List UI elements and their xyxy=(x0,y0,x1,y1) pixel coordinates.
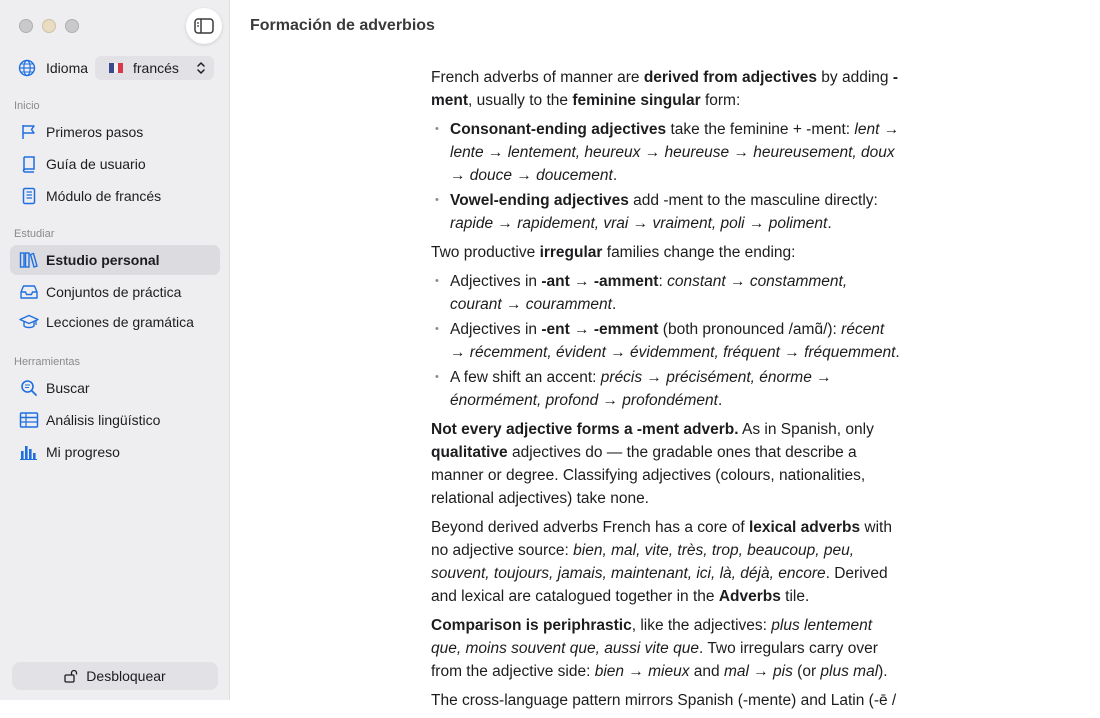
window-controls xyxy=(19,19,79,33)
bar-chart-icon xyxy=(20,443,38,461)
sidebar-item-label: Lecciones de gramática xyxy=(46,314,194,330)
france-flag-icon xyxy=(109,63,123,73)
zoom-window-button[interactable] xyxy=(65,19,79,33)
sidebar-item-label: Guía de usuario xyxy=(46,156,146,172)
sidebar-toggle-icon xyxy=(194,18,214,34)
list-item: • Consonant-ending adjectives take the feminine + -ment: lent → lente → lentement, heureux → heureuse → heureusement, doux → douce → doucement. xyxy=(431,118,901,187)
language-value: francés xyxy=(133,60,179,76)
unlock-button[interactable] xyxy=(12,662,218,690)
language-row xyxy=(18,56,213,80)
library-icon xyxy=(20,251,38,269)
list-item: • Adjectives in -ent → -emment (both pronounced /amɑ̃/): récent → récemment, évident → évidemment, fréquent → fréquemment. xyxy=(431,318,901,364)
sidebar-item-lecciones-de-gramatica[interactable] xyxy=(10,307,220,337)
paragraph-lexical: Beyond derived adverbs French has a core of lexical adverbs with no adjective source: bien, mal, vite, très, trop, beaucoup, peu, souvent, toujours, jamais, maintenant, ici, là, déjà, encore. Derived and lexical are catalogued together in the Adverbs tile. xyxy=(431,519,892,605)
sidebar-item-label: Análisis lingüístico xyxy=(46,412,161,428)
unlock-icon xyxy=(64,669,78,683)
section-label-estudiar: Estudiar xyxy=(14,228,55,240)
sidebar-item-label: Estudio personal xyxy=(46,252,160,268)
table-icon xyxy=(20,411,38,429)
sidebar-item-label: Primeros pasos xyxy=(46,124,144,140)
sidebar xyxy=(0,0,230,700)
sidebar-item-modulo-de-frances[interactable] xyxy=(10,181,220,211)
paragraph-comparison: Comparison is periphrastic, like the adjectives: plus lentement que, moins souvent que, aussi vite que. Two irregulars carry over from the adjective side: bien → mieux and mal → pis (or plus mal). xyxy=(431,617,888,680)
sidebar-item-label: Módulo de francés xyxy=(46,188,162,204)
minimize-window-button[interactable] xyxy=(42,19,56,33)
chevron-up-down-icon xyxy=(196,61,206,75)
sidebar-item-buscar[interactable] xyxy=(10,373,220,403)
flag-icon xyxy=(20,123,38,141)
sidebar-item-label: Buscar xyxy=(46,380,90,396)
section-label-herramientas: Herramientas xyxy=(14,356,81,368)
sidebar-item-label: Mi progreso xyxy=(46,444,120,460)
article xyxy=(431,66,901,718)
sidebar-toggle-button[interactable] xyxy=(186,8,222,44)
language-label: Idioma xyxy=(46,60,89,76)
notebook-icon xyxy=(20,187,38,205)
paragraph-irregular: Two productive irregular families change the ending: xyxy=(431,244,796,261)
list-item: • Vowel-ending adjectives add -ment to the masculine directly: rapide → rapidement, vrai → vraiment, poli → poliment. xyxy=(431,189,901,235)
search-icon xyxy=(20,379,38,397)
paragraph-crosslanguage: The cross-language pattern mirrors Spanish (-mente) and Latin (-ē / xyxy=(431,692,897,709)
sidebar-item-guia-de-usuario[interactable] xyxy=(10,149,220,179)
graduation-cap-icon xyxy=(20,313,38,331)
sidebar-item-mi-progreso[interactable] xyxy=(10,437,220,467)
paragraph-qualitative: Not every adjective forms a -ment adverb. As in Spanish, only qualitative adjectives do — the gradable ones that describe a manner or degree. Classifying adjectives (colours, nationalities, relational adjectives) take none. xyxy=(431,421,874,507)
sidebar-item-analisis-linguistico[interactable] xyxy=(10,405,220,435)
list-item: • A few shift an accent: précis → précisément, énorme → énormément, profond → profondément. xyxy=(431,366,901,412)
globe-icon xyxy=(18,59,36,77)
section-label-inicio: Inicio xyxy=(14,100,40,112)
sidebar-item-conjuntos-de-practica[interactable] xyxy=(10,277,220,307)
sidebar-item-label: Conjuntos de práctica xyxy=(46,284,182,300)
unlock-label: Desbloquear xyxy=(86,668,166,684)
tray-icon xyxy=(20,283,38,301)
paragraph-intro: French adverbs of manner are derived from adjectives by adding -ment, usually to the feminine singular form: xyxy=(431,69,898,109)
sidebar-item-primeros-pasos[interactable] xyxy=(10,117,220,147)
close-window-button[interactable] xyxy=(19,19,33,33)
list-regular-rules xyxy=(431,118,901,235)
page-title: Formación de adverbios xyxy=(250,17,435,34)
book-icon xyxy=(20,155,38,173)
list-item: • Adjectives in -ant → -amment: constant → constamment, courant → couramment. xyxy=(431,270,901,316)
language-select[interactable] xyxy=(95,56,214,80)
sidebar-item-estudio-personal[interactable] xyxy=(10,245,220,275)
list-irregular-rules xyxy=(431,270,901,412)
main-content xyxy=(230,0,1100,709)
